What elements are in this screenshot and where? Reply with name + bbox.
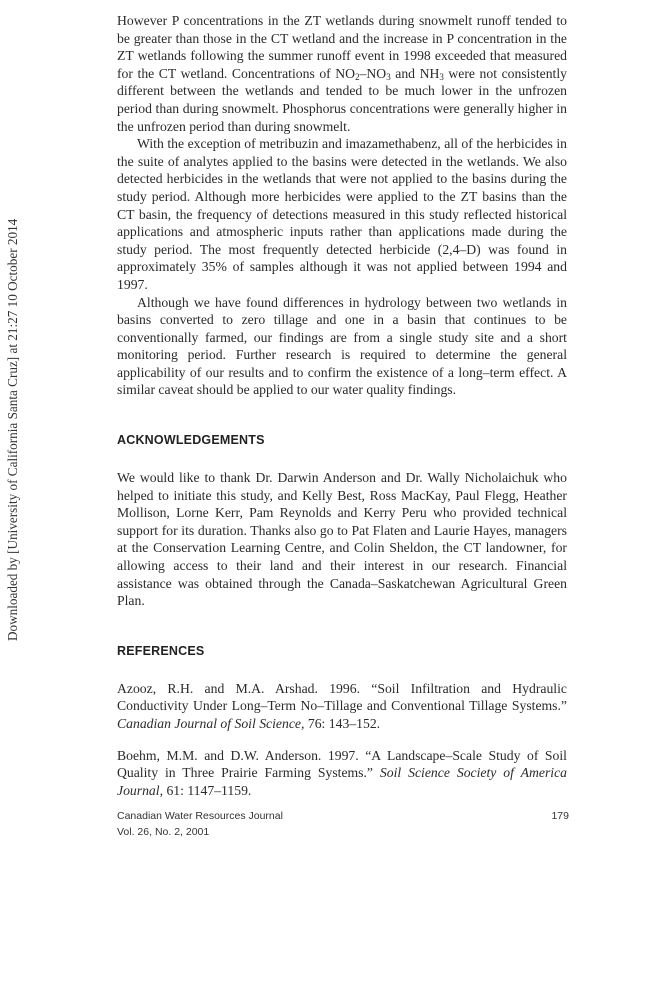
page-number: 179 xyxy=(551,810,569,822)
body-paragraph-3: Although we have found differences in hydrology between two wetlands in basins converted to zero tillage and one in a basin that continues to be conventionally farmed, our findings are from a single study site and a short monitoring period. Further research is required to determine the general applicability of our results and to confirm the existence of a long–term effect. A similar caveat should be applied to our water quality findings. xyxy=(117,294,567,398)
footer-journal: Canadian Water Resources Journal xyxy=(117,810,283,822)
page-footer xyxy=(117,808,569,840)
p1-sub-2: 3 xyxy=(386,71,391,82)
reference-item xyxy=(117,747,567,800)
download-notice: Downloaded by [University of California Santa Cruz] at 21:27 10 October 2014 xyxy=(5,218,20,642)
reference-journal: Canadian Journal of Soil Science, xyxy=(117,716,305,731)
p1-sub-1: 2 xyxy=(355,71,360,82)
reference-item xyxy=(117,680,567,733)
body-paragraph-2: With the exception of metribuzin and imazamethabenz, all of the herbicides in the suite of analytes applied to the basins were detected in the wetlands. We also detected herbicides in the wetlands that were not applied to the basins during the study period. Although more herbicides were applied to the ZT basins than the CT basin, the frequency of detections measured in this study reflected historical applications and atmospheric inputs rather than applications made during the study period. The most frequently detected herbicide (2,4–D) was found in approximately 35% of samples although it was not applied between 1994 and 1997. xyxy=(117,136,567,292)
p1-text-d: were not consistently different between the wetlands and tended to be much lower in the unfrozen period than during snowmelt. Phosphorus concentrations were generally higher in the unfrozen period than during snowmelt. xyxy=(117,65,567,134)
reference-journal: Soil Science Society of America Journal, xyxy=(117,765,567,798)
p1-text-c: and NH xyxy=(390,65,440,81)
references-heading: REFERENCES xyxy=(117,643,205,658)
footer-volume: Vol. 26, No. 2, 2001 xyxy=(117,826,210,838)
p1-text-a: However P concentrations in the ZT wetlands during snowmelt runoff tended to be greater than those in the CT wetland and the increase in P concentration in the ZT wetlands following the summer runoff event in 1998 exceeded that measured for the CT wetland. Concentrations of NO xyxy=(117,13,567,81)
body-paragraph-1 xyxy=(117,12,567,135)
reference-citation: Boehm, M.M. and D.W. Anderson. 1997. “A Landscape–Scale Study of Soil Quality in Three Prairie Farming Systems.” xyxy=(117,747,567,781)
p1-text-b: –NO xyxy=(359,65,387,81)
reference-pages: 76: 143–152. xyxy=(304,716,381,731)
reference-citation: Azooz, R.H. and M.A. Arshad. 1996. “Soil Infiltration and Hydraulic Conductivity Under Long–Term No–Tillage and Conventional Tillage Systems.” xyxy=(117,680,567,714)
acknowledgements-text: We would like to thank Dr. Darwin Anderson and Dr. Wally Nicholaichuk who helped to initiate this study, and Kelly Best, Ross MacKay, Paul Flegg, Heather Mollison, Lorne Kerr, Pam Reynolds and Kerry Peru who provided technical support for its duration. Thanks also go to Pat Flaten and Laurie Hayes, managers at the Conservation Learning Centre, and Colin Sheldon, the CT landowner, for allowing access to their land and their interest in our research. Financial assistance was obtained through the Canada–Saskatchewan Agricultural Green Plan. xyxy=(117,470,567,609)
p1-sub-3: 3 xyxy=(439,71,444,82)
page-content xyxy=(117,12,567,813)
acknowledgements-heading: ACKNOWLEDGEMENTS xyxy=(117,433,265,448)
reference-pages: 61: 1147–1159. xyxy=(163,782,252,798)
